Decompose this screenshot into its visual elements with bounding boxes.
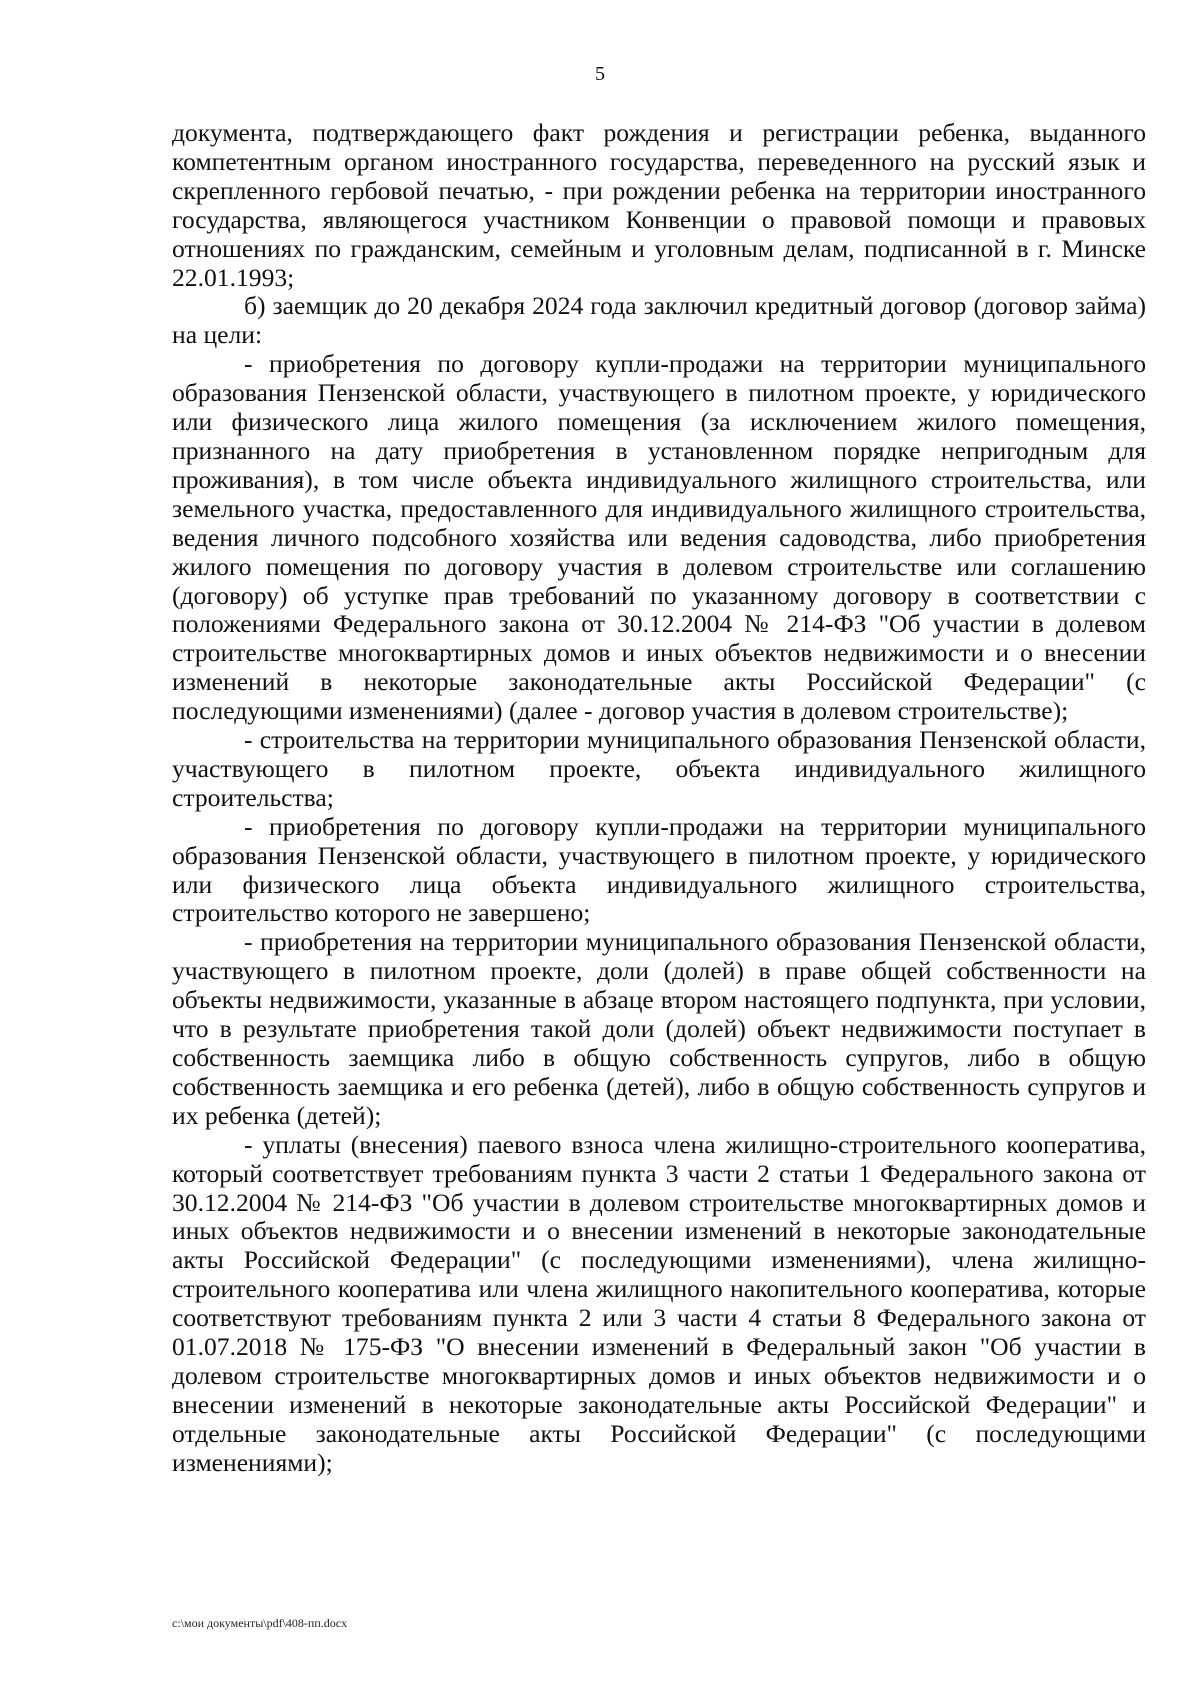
paragraph-3: - приобретения по договору купли-продажи на территории муниципального образования Пензенской области, участвующего в пилотном проекте, у юридического или физического лица жилого помещения (за исключением жилого помещения, признанного на дату приобретения в установленном порядке непригодным для проживания), в том числе объекта индивидуального жилищного строительства, или земельного участка, предоставленного для индивидуального жилищного строительства, ведения личного подсобного хозяйства или ведения садоводства, либо приобретения жилого помещения по договору участия в долевом строительстве или соглашению (договору) об уступке прав требований по указанному договору в соответствии с положениями Федерального закона от 30.12.2004 № 214-ФЗ "Об участии в долевом строительстве многоквартирных домов и иных объектов недвижимости и о внесении изменений в некоторые законодательные акты Российской Федерации" (с последующими изменениями) (далее - договор участия в долевом строительстве); [172,349,1146,726]
paragraph-6: - приобретения на территории муниципального образования Пензенской области, участвующего в пилотном проекте, доли (долей) в праве общей собственности на объекты недвижимости, указанные в абзаце втором настоящего подпункта, при условии, что в результате приобретения такой доли (долей) объект недвижимости поступает в собственность заемщика либо в общую собственность супругов, либо в общую собственность заемщика и его ребенка (детей), либо в общую собственность супругов и их ребенка (детей); [172,927,1146,1130]
paragraph-1: документа, подтверждающего факт рождения и регистрации ребенка, выданного компетентным органом иностранного государства, переведенного на русский язык и скрепленного гербовой печатью, - при рождении ребенка на территории иностранного государства, являющегося участником Конвенции о правовой помощи и правовых отношениях по гражданским, семейным и уголовным делам, подписанной в г. Минске 22.01.1993; [172,118,1146,292]
paragraph-4: - строительства на территории муниципального образования Пензенской области, участвующего в пилотном проекте, объекта индивидуального жилищного строительства; [172,725,1146,812]
document-body [172,119,1146,1478]
paragraph-7: - уплаты (внесения) паевого взноса члена жилищно-строительного кооператива, который соответствует требованиям пункта 3 части 2 статьи 1 Федерального закона от 30.12.2004 № 214-ФЗ "Об участии в долевом строительстве многоквартирных домов и иных объектов недвижимости и о внесении изменений в некоторые законодательные акты Российской Федерации" (с последующими изменениями), члена жилищно-строительного кооператива или члена жилищного накопительного кооператива, которые соответствуют требованиям пункта 2 или 3 части 4 статьи 8 Федерального закона от 01.07.2018 № 175-ФЗ "О внесении изменений в Федеральный закон "Об участии в долевом строительстве многоквартирных домов и иных объектов недвижимости и о внесении изменений в некоторые законодательные акты Российской Федерации" и отдельные законодательные акты Российской Федерации" (с последующими изменениями); [172,1129,1146,1477]
page-number: 5 [595,63,605,85]
paragraph-2: б) заемщик до 20 декабря 2024 года заключил кредитный договор (договор займа) на цели: [172,291,1146,350]
paragraph-5: - приобретения по договору купли-продажи на территории муниципального образования Пензенской области, участвующего в пилотном проекте, у юридического или физического лица объекта индивидуального жилищного строительства, строительство которого не завершено; [172,811,1146,928]
footer-file-path: c:\мои документы\pdf\408-пп.docx [172,1616,348,1630]
